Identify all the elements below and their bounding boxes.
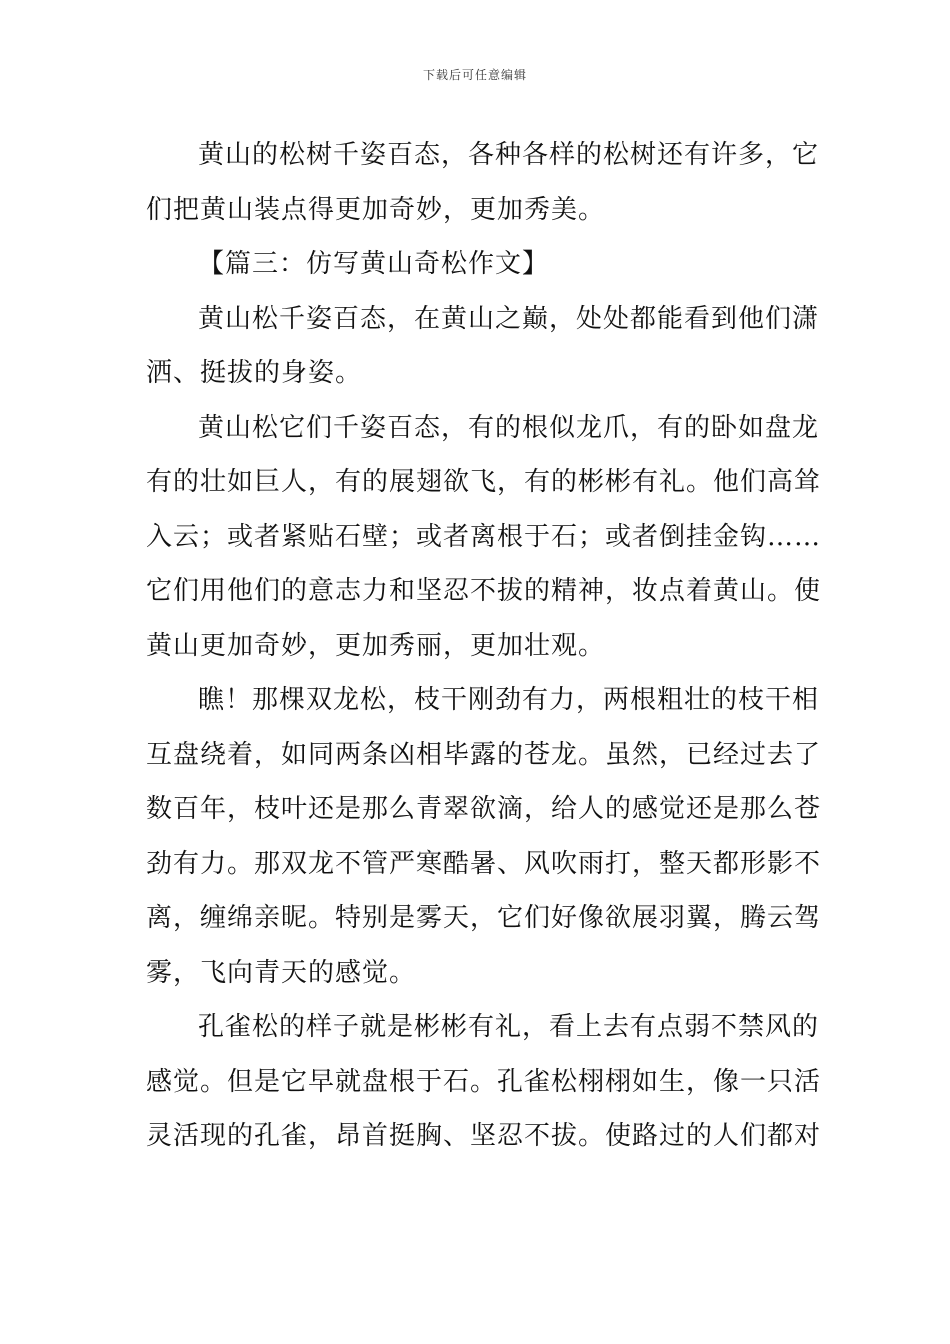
text-line: 它们用他们的意志力和坚忍不拔的精神，妆点着黄山。使 (146, 576, 822, 606)
text-line: 有的壮如巨人，有的展翅欲飞，有的彬彬有礼。他们高耸 (146, 467, 822, 497)
text-line: 灵活现的孔雀，昂首挺胸、坚忍不拔。使路过的人们都对 (146, 1121, 822, 1151)
text-line: 们把黄山装点得更加奇妙，更加秀美。 (146, 194, 606, 225)
text-line: 黄山松它们千姿百态，有的根似龙爪，有的卧如盘龙 (198, 412, 820, 443)
header-note: 下载后可任意编辑 (422, 68, 527, 82)
text-line: 黄山的松树千姿百态，各种各样的松树还有许多，它 (198, 140, 820, 170)
section-heading: 【篇三：仿写黄山奇松作文】 (198, 249, 550, 279)
text-line: 孔雀松的样子就是彬彬有礼，看上去有点弱不禁风的 (198, 1012, 820, 1042)
text-line: 离，缠绵亲昵。特别是雾天，它们好像欲展羽翼，腾云驾 (146, 903, 822, 933)
text-line: 黄山更加奇妙，更加秀丽，更加壮观。 (146, 630, 606, 661)
text-line: 数百年，枝叶还是那么青翠欲滴，给人的感觉还是那么苍 (146, 794, 822, 824)
text-line: 瞧！那棵双龙松，枝干刚劲有力，两根粗壮的枝干相 (198, 685, 820, 715)
text-line: 黄山松千姿百态，在黄山之巅，处处都能看到他们潇 (198, 303, 820, 334)
text-line: 洒、挺拔的身姿。 (146, 358, 363, 388)
document-body (146, 128, 822, 1164)
text-line: 入云；或者紧贴石壁；或者离根于石；或者倒挂金钩…… (146, 521, 822, 552)
text-line: 劲有力。那双龙不管严寒酷暑、风吹雨打，整天都形影不 (146, 848, 822, 879)
text-line: 互盘绕着，如同两条凶相毕露的苍龙。虽然，已经过去了 (146, 739, 822, 770)
text-line: 感觉。但是它早就盘根于石。孔雀松栩栩如生，像一只活 (146, 1066, 822, 1097)
text-line: 雾，飞向青天的感觉。 (146, 957, 417, 988)
